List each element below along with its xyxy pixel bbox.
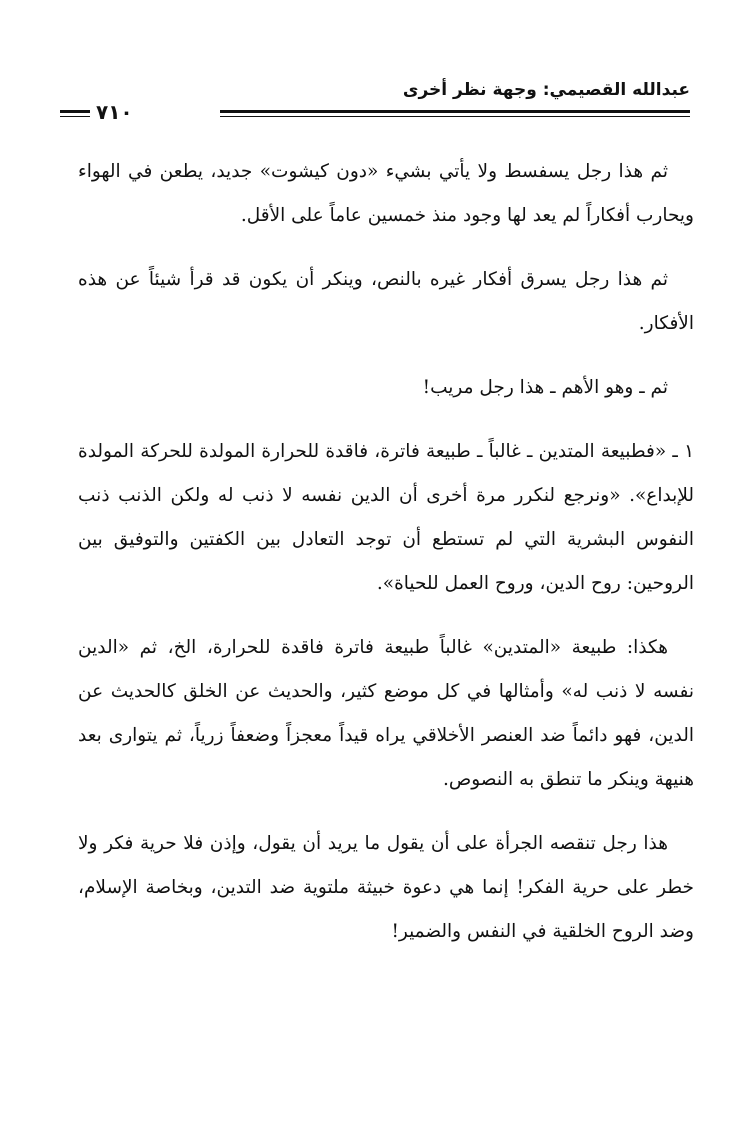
page-number-rule-thick [60,110,90,113]
paragraph-5: هكذا: طبيعة «المتدين» غالباً طبيعة فاترة فاقدة للحرارة، الخ، ثم «الدين نفسه لا ذنب له» وأمثالها في كل موضع كثير، والحديث عن الخلق كالحديث عن الدين، فهو دائماً ضد العنصر الأخلاقي يراه قيداً معجزاً وضعفاً زرياً، ثم يتوارى بعد هنيهة وينكر ما تنطق به النصوص. [78,637,694,790]
running-title: عبدالله القصيمي: وجهة نظر أخرى [402,80,690,100]
paragraph-1: ثم هذا رجل يسفسط ولا يأتي بشيء «دون كيشوت» جديد، يطعن في الهواء ويحارب أفكاراً لم يعد لها وجود منذ خمسين عاماً على الأقل. [78,161,694,226]
paragraph-4-numbered: ١ ـ «فطبيعة المتدين ـ غالباً ـ طبيعة فاترة، فاقدة للحرارة المولدة للحركة المولدة للإبداع». «ونرجع لنكرر مرة أخرى أن الدين نفسه لا ذنب له ولكن الذنب ذنب النفوس البشرية التي لم تستطع أن توجد التعادل بين الكفتين والتوفيق بين الروحين: روح الدين، وروح العمل للحياة». [78,441,694,594]
body-text [78,150,694,974]
header-rule-thin [220,116,690,117]
paragraph-3: ثم ـ وهو الأهم ـ هذا رجل مريب! [422,377,668,398]
page-header [60,80,690,130]
page-number-rule-thin [60,116,90,117]
paragraph-2: ثم هذا رجل يسرق أفكار غيره بالنص، وينكر أن يكون قد قرأ شيئاً عن هذه الأفكار. [78,269,694,334]
page-number: ٧١٠ [96,100,133,124]
header-rule-thick [220,110,690,113]
paragraph-6: هذا رجل تنقصه الجرأة على أن يقول ما يريد أن يقول، وإذن فلا حرية فكر ولا خطر على حرية الفكر! إنما هي دعوة خبيثة ملتوية ضد التدين، وبخاصة الإسلام، وضد الروح الخلقية في النفس والضمير! [78,833,694,942]
